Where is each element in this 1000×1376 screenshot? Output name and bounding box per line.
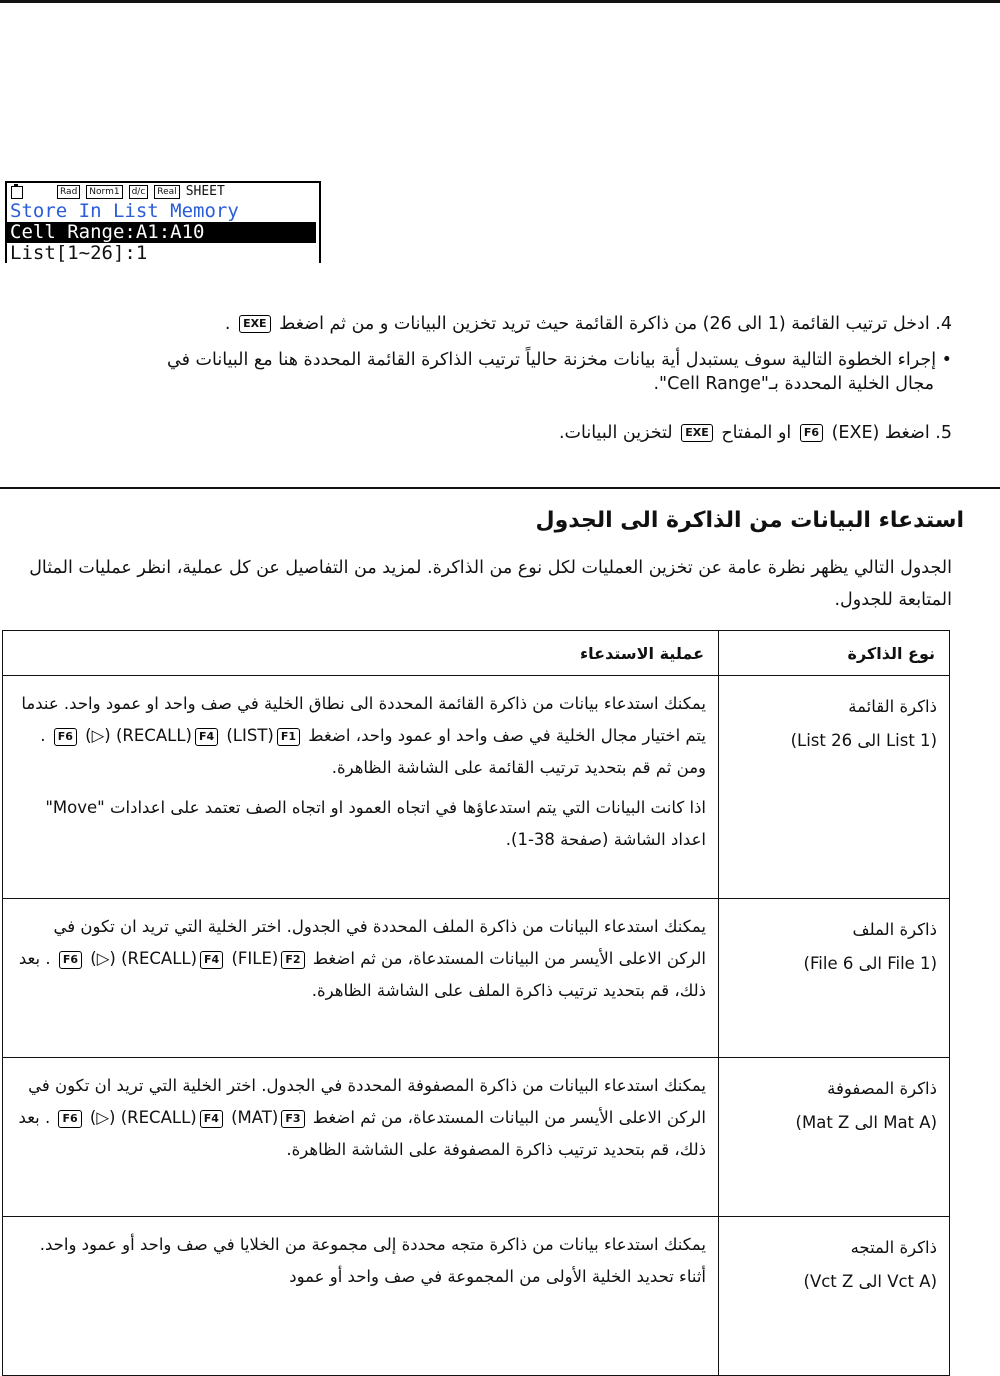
bullet-note [30, 348, 952, 396]
bullet-text-b: مجال الخلية المحددة بـ"Cell Range". [653, 374, 934, 394]
right-arrow-icon: (▷) [85, 726, 111, 745]
recall-operation-cell [3, 1058, 719, 1217]
memory-type-cell [719, 1217, 950, 1376]
table-row [3, 1217, 950, 1376]
key-label: (RECALL) [121, 949, 198, 968]
f6-key: F6 [54, 728, 77, 746]
f6-key: F6 [800, 424, 823, 442]
arrow-glyph: ▷ [96, 1108, 110, 1127]
top-rule [0, 0, 1000, 3]
operation-paragraph: يمكنك استدعاء بيانات من ذاكرة متجه محددة إلى مجموعة من الخلايا في صف واحد أو عمود واحد. أثناء تحديد الخلية الأولى من المجموعة في صف واحد أو عمود [39, 1235, 706, 1286]
f1-key: F1 [277, 728, 300, 746]
bullet-icon: • [941, 350, 952, 370]
table-row [3, 899, 950, 1058]
status-tag: d/c [129, 185, 149, 199]
table-row [3, 676, 950, 899]
recall-operation-cell [3, 899, 719, 1058]
header-recall-operation: عملية الاستدعاء [3, 631, 719, 676]
cell-range-field[interactable]: Cell Range:A1:A10 [7, 222, 316, 243]
calculator-status-bar [7, 183, 319, 201]
key-label: (FILE) [231, 949, 279, 968]
step-4 [225, 312, 952, 336]
memory-type-range: (Vct A الى Vct Z) [803, 1272, 937, 1291]
step-text-c: لتخزين البيانات. [558, 423, 673, 443]
memory-type-range: (Mat A الى Mat Z) [795, 1113, 937, 1132]
operation-paragraph [17, 911, 706, 1007]
right-arrow-icon: (▷) [90, 949, 116, 968]
key-label: (LIST) [226, 726, 274, 745]
battery-icon [11, 186, 23, 199]
memory-type-name: ذاكرة الملف [852, 920, 937, 939]
section-rule [0, 487, 1000, 489]
status-tag: Real [154, 185, 179, 199]
operation-paragraph [17, 688, 706, 784]
header-memory-type: نوع الذاكرة [719, 631, 950, 676]
recall-operation-cell [3, 1217, 719, 1376]
status-tag: Norm1 [86, 185, 122, 199]
f2-key: F2 [281, 951, 304, 969]
memory-type-name: ذاكرة المصفوفة [827, 1079, 937, 1098]
section-intro: الجدول التالي يظهر نظرة عامة عن تخزين العمليات لكل نوع من الذاكرة. لمزيد من التفاصيل عن كل عملية، انظر عمليات المثال المتابعة للجدول. [29, 558, 952, 610]
memory-type-cell [719, 899, 950, 1058]
right-arrow-icon: (▷) [89, 1108, 116, 1127]
operation-paragraph [17, 1070, 706, 1166]
mode-label: SHEET [185, 184, 225, 199]
bullet-text-a: إجراء الخطوة التالية سوف يستبدل أية بيانات مخزنة حالياً ترتيب الذاكرة القائمة المحددة هنا مع البيانات في [167, 350, 937, 370]
screen-title: Store In List Memory [10, 200, 239, 222]
exe-key: EXE [239, 315, 271, 333]
f3-key: F3 [281, 1110, 304, 1128]
memory-type-name: ذاكرة القائمة [848, 697, 937, 716]
list-number-field[interactable]: List[1~26]:1 [10, 242, 148, 264]
step-text: ادخل ترتيب القائمة (1 الى 26) من ذاكرة القائمة حيث تريد تخزين البيانات و من ثم اضغط [279, 314, 930, 334]
exe-key: EXE [681, 424, 713, 442]
step-end: . [224, 314, 231, 334]
operation-text: . بعد ذلك، قم بتحديد ترتيب ذاكرة المصفوفة على الشاشة الظاهرة. [18, 1108, 706, 1159]
operation-text: يمكنك استدعاء البيانات من ذاكرة المصفوفة المحددة في الجدول. اختر الخلية التي تريد ان تكون في الركن الاعلى الأيسر من البيانات المستدعاة، من ثم اضغط [28, 1076, 706, 1127]
f4-key: F4 [200, 1110, 223, 1128]
step-text-b: او المفتاح [721, 423, 792, 443]
memory-type-cell [719, 676, 950, 899]
step-number: 5. [935, 423, 952, 443]
f4-key: F4 [195, 728, 218, 746]
memory-type-cell [719, 1058, 950, 1217]
step-text-a: اضغط (EXE) [831, 423, 930, 443]
arrow-glyph: ▷ [96, 949, 110, 968]
operation-text: . بعد ذلك، قم بتحديد ترتيب ذاكرة الملف على الشاشة الظاهرة. [18, 949, 706, 1000]
recall-operation-cell [3, 676, 719, 899]
f4-key: F4 [200, 951, 223, 969]
status-tag: Rad [57, 185, 80, 199]
f6-key: F6 [58, 1110, 81, 1128]
operation-text: . ومن ثم قم بتحديد ترتيب القائمة على الشاشة الظاهرة. [40, 726, 706, 777]
memory-type-range: (File 1 الى File 6) [803, 954, 937, 973]
f6-key: F6 [59, 951, 82, 969]
key-label: (MAT) [231, 1108, 279, 1127]
step-number: 4. [935, 314, 952, 334]
section-heading: استدعاء البيانات من الذاكرة الى الجدول [535, 508, 964, 533]
table-row [3, 1058, 950, 1217]
memory-type-name: ذاكرة المتجه [850, 1238, 937, 1257]
memory-recall-table [2, 630, 950, 1376]
operation-text: يمكنك استدعاء البيانات من ذاكرة الملف المحددة في الجدول. اختر الخلية التي تريد ان تكون في الركن الاعلى الأيسر من البيانات المستدعاة، من ثم اضغط [53, 917, 706, 968]
key-label: (RECALL) [115, 726, 192, 745]
key-label: (RECALL) [120, 1108, 197, 1127]
operation-note: اذا كانت البيانات التي يتم استدعاؤها في اتجاه العمود او اتجاه الصف تعتمد على اعدادات "Move" اعداد الشاشة (صفحة 38-1). [45, 798, 706, 849]
step-5 [559, 421, 952, 445]
arrow-glyph: ▷ [91, 726, 105, 745]
calculator-screen [5, 181, 321, 263]
operation-text: يمكنك استدعاء بيانات من ذاكرة القائمة المحددة الى نطاق الخلية في صف واحد او عمود واحد. عندما يتم اختيار مجال الخلية في صف واحد او عمود واحد، اضغط [21, 694, 706, 745]
table-header-row [3, 631, 950, 676]
memory-type-range: (List 1 الى List 26) [790, 731, 937, 750]
